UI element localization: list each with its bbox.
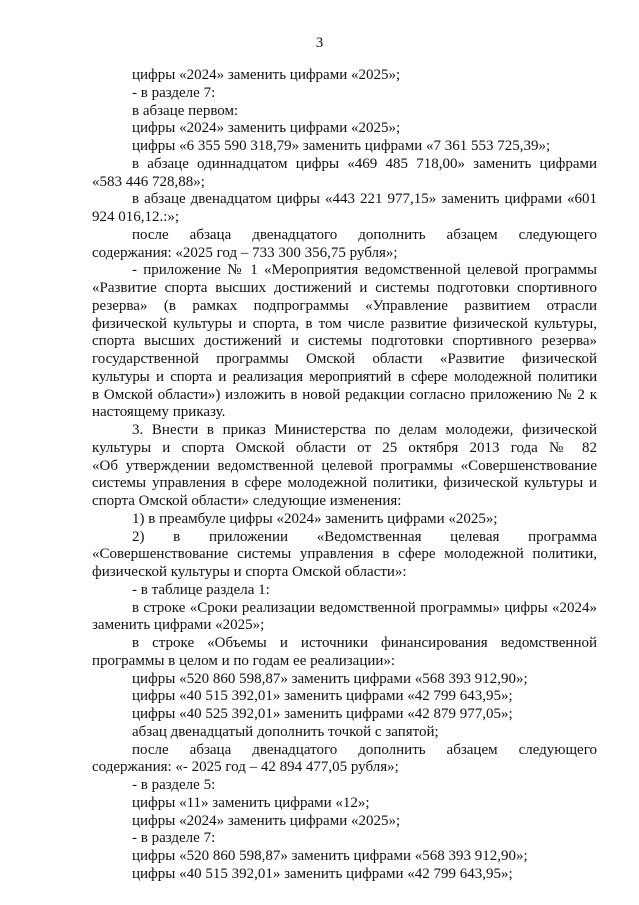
text-line: резерва» (в рамках подпрограммы «Управление развитием отрасли	[92, 297, 597, 314]
text-line: в абзаце двенадцатом цифры «443 221 977,15» заменить цифрами «601	[132, 191, 597, 208]
text-line: культуры и спорта и реализация мероприятий в сфере молодежной политики	[92, 368, 597, 385]
text-line: цифры «40 515 392,01» заменить цифрами «42 799 643,95»;	[132, 688, 513, 705]
text-line: системы управления в сфере молодежной политики, физической культуры и	[92, 475, 597, 492]
text-line: культуры и спорта Омской области от 25 октября 2013 года № 82	[92, 439, 597, 456]
text-line: физической культуры и спорта Омской области»:	[92, 564, 407, 580]
text-line: - в разделе 7:	[132, 84, 216, 101]
text-line: в строке «Сроки реализации ведомственной программы» цифры «2024»	[132, 599, 597, 616]
text-line: цифры «40 515 392,01» заменить цифрами «42 799 643,95»;	[132, 865, 513, 882]
text-line: - в разделе 7:	[132, 830, 216, 847]
text-line: после абзаца двенадцатого дополнить абзацем следующего	[132, 226, 597, 243]
text-line: «Развитие спорта высших достижений и системы подготовки спортивного	[92, 280, 597, 296]
text-line: заменить цифрами «2025»;	[92, 617, 265, 634]
text-line: 1) в преамбуле цифры «2024» заменить цифрами «2025»;	[132, 510, 498, 527]
text-line: в строке «Объемы и источники финансирования ведомственной	[132, 635, 597, 651]
text-line: 2) в приложении «Ведомственная целевая программа	[132, 528, 597, 545]
text-line: - приложение № 1 «Мероприятия ведомственной целевой программы	[132, 262, 597, 279]
text-line: - в таблице раздела 1:	[132, 581, 270, 598]
text-line: 3. Внести в приказ Министерства по делам молодежи, физической	[132, 422, 597, 438]
document-body	[92, 67, 597, 884]
text-line: цифры «2024» заменить цифрами «2025»;	[132, 120, 401, 137]
text-line: цифры «520 860 598,87» заменить цифрами «568 393 912,90»;	[132, 670, 528, 687]
text-line: абзац двенадцатый дополнить точкой с запятой;	[132, 723, 439, 740]
text-line: цифры «2024» заменить цифрами «2025»;	[132, 812, 401, 829]
text-line: «583 446 728,88»;	[92, 173, 205, 190]
text-line: государственной программы Омской области «Развитие физической	[92, 351, 597, 367]
text-line: в абзаце одиннадцатом цифры «469 485 718,00» заменить цифрами	[132, 155, 597, 172]
text-line: после абзаца двенадцатого дополнить абзацем следующего	[132, 741, 597, 758]
text-line: в абзаце первом:	[132, 102, 239, 119]
text-line: содержания: «- 2025 год – 42 894 477,05 рубля»;	[92, 759, 399, 776]
text-line: спорта Омской области» следующие изменения:	[92, 493, 402, 509]
text-line: программы в целом и по годам ее реализации»:	[92, 652, 396, 669]
text-line: физической культуры и спорта, в том числе развитие физической культуры,	[92, 315, 597, 332]
text-line: цифры «2024» заменить цифрами «2025»;	[132, 67, 401, 83]
text-line: цифры «11» заменить цифрами «12»;	[132, 794, 370, 811]
text-line: содержания: «2025 год – 733 300 356,75 рубля»;	[92, 244, 398, 261]
text-line: 924 016,12.:»;	[92, 209, 180, 225]
text-line: спорта высших достижений и системы подготовки спортивного резерва»	[92, 333, 597, 350]
text-line: цифры «6 355 590 318,79» заменить цифрами «7 361 553 725,39»;	[132, 138, 551, 154]
text-line: «Совершенствование системы управления в сфере молодежной политики,	[92, 546, 597, 563]
page-number: 3	[315, 35, 324, 51]
text-line: «Об утверждении ведомственной целевой программы «Совершенствование	[92, 457, 597, 474]
text-line: настоящему приказу.	[92, 404, 226, 421]
text-line: в Омской области») изложить в новой редакции согласно приложению № 2 к	[92, 386, 597, 403]
text-line: цифры «40 525 392,01» заменить цифрами «42 879 977,05»;	[132, 706, 513, 722]
text-line: цифры «520 860 598,87» заменить цифрами «568 393 912,90»;	[132, 848, 528, 864]
text-line: - в разделе 5:	[132, 777, 216, 793]
